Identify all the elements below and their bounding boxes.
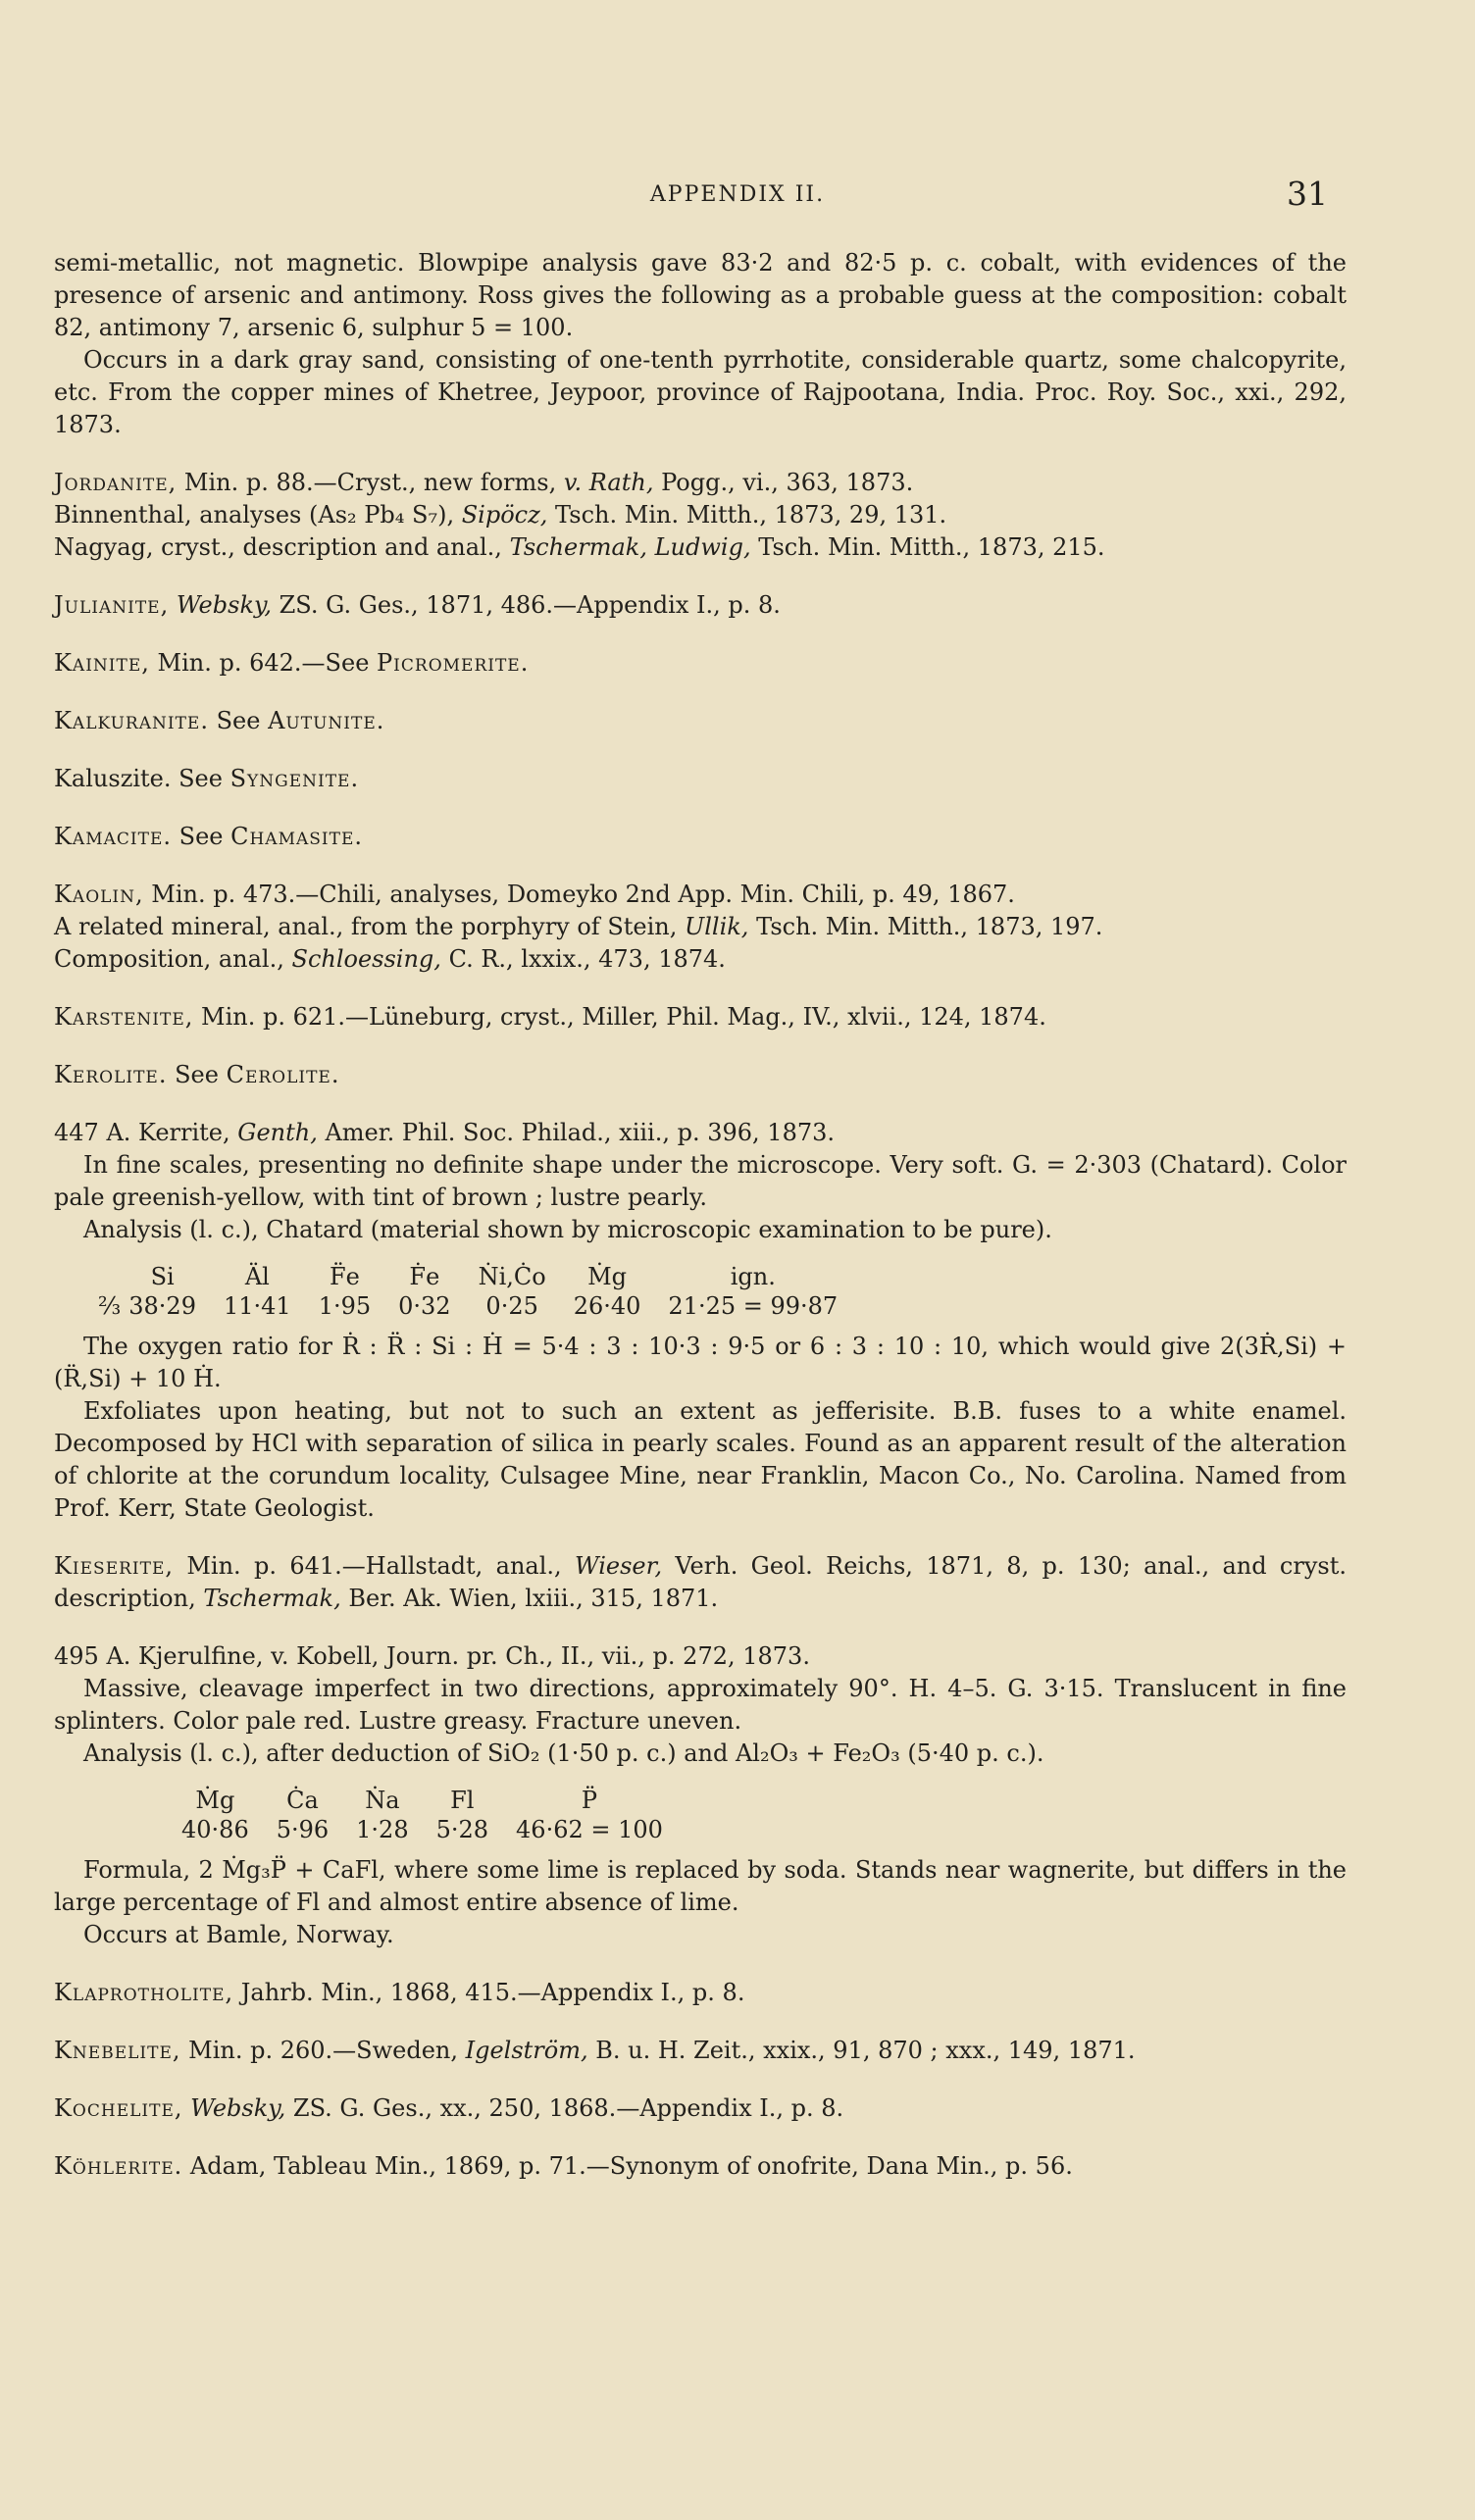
mineral-name: Karstenite, [54,1003,194,1031]
paragraph: Analysis (l. c.), Chatard (material shown by microscopic examination to be pure). [83,1216,1052,1243]
mineral-name: Kaluszite. [54,765,172,792]
text: Min. p. 473.—Chili, analyses, Domeyko 2nd App. Min. Chili, p. 49, 1867. [143,881,1015,908]
analysis-header: Ṅi,Ċo [478,1263,546,1290]
analysis-value: 5·96 [276,1816,330,1843]
entry-kerrite [54,1117,1347,1525]
entry-jordanite [54,467,1347,564]
analysis-value-row [181,1815,690,1844]
text: C. R., lxxix., 473, 1874. [440,945,726,973]
entry-kieserite [54,1550,1347,1615]
entry-kamacite [54,821,1347,853]
mineral-name: Knebelite, [54,2037,181,2064]
cross-reference: Picromerite. [377,649,530,677]
analysis-value: 21·25 = 99·87 [668,1292,839,1320]
entry-line [54,943,1347,976]
text: Tsch. Min. Mitth., 1873, 197. [748,913,1103,940]
mineral-name: Kalkuranite. [54,707,209,734]
entry-kaluszite [54,763,1347,795]
entry-line [54,1059,1347,1091]
mineral-name: Kamacite. [54,823,172,850]
paragraph: Occurs at Bamle, Norway. [83,1921,394,1948]
mineral-name: Klaprotholite, [54,1979,234,2006]
mineral-name: Kaolin, [54,881,144,908]
mineral-name: Kainite, [54,649,150,677]
mineral-name: Julianite, [54,591,170,619]
entry-kochelite [54,2092,1347,2125]
text: See [171,765,230,792]
analysis-value: 0·25 [485,1292,538,1320]
paragraph: Occurs in a dark gray sand, consisting of one-tenth pyrrhotite, considerable quartz, some chalcopyrite, etc. From the copper mines of Khetree, Jeypoor, province of Rajpootana, India. Proc. Roy. Soc., xxi., 292, 1873. [54,346,1347,438]
page-number: 31 [1287,175,1328,213]
text: Composition, anal., [54,945,292,973]
entry-number: 447 A. [54,1119,131,1146]
entry-line [54,1640,1347,1673]
text: B. u. H. Zeit., xxix., 91, 870 ; xxx., 149, 1871. [587,2037,1136,2064]
entry-line [54,763,1347,795]
entry-line [54,1117,1347,1149]
cross-reference: Autunite. [268,707,385,734]
text: Pogg., vi., 363, 1873. [653,469,914,496]
text: Adam, Tableau Min., 1869, p. 71.—Synonym of onofrite, Dana Min., p. 56. [182,2152,1073,2180]
text: Min. p. 260.—Sweden, [180,2037,466,2064]
entry-number: 495 A. [54,1642,131,1670]
analysis-header: Si [150,1263,175,1290]
text: Min. p. 642.—See [149,649,378,677]
paragraph: semi-metallic, not magnetic. Blowpipe analysis gave 83·2 and 82·5 p. c. cobalt, with evidences of the presence of arsenic and antimony. Ross gives the following as a probable guess at the composition: cobalt 82, antimony 7, arsenic 6, sulphur 5 = 100. [54,249,1347,341]
paragraph: The oxygen ratio for Ṙ : R̈ : Si : Ḣ = 5·4 : 3 : 10·3 : 9·5 or 6 : 3 : 10 : 10, which would give 2(3Ṙ,Si) + (R̈,Si) + 10 Ḣ. [54,1333,1347,1392]
author: Sipöcz, [461,501,548,529]
entry-line [54,2150,1347,2183]
entry-karstenite [54,1001,1347,1033]
text: Verh. Geol. Reichs, 1871, 8, p. 130; anal., and cryst. description, [54,1552,1347,1612]
entry-line [54,1001,1347,1033]
analysis-value: 1·28 [356,1816,409,1843]
analysis-header: Fl [450,1787,475,1814]
analysis-table [181,1786,690,1844]
author: Tschermak, [203,1585,341,1612]
entry-line [54,911,1347,943]
paragraph: In fine scales, presenting no definite shape under the microscope. Very soft. G. = 2·303 (Chatard). Color pale greenish-yellow, with tint of brown ; lustre pearly. [54,1151,1347,1211]
text: Nagyag, cryst., description and anal., [54,533,510,561]
mineral-name: Kieserite, [54,1552,175,1580]
analysis-value: 38·29 [128,1292,196,1320]
entry-kaolin [54,879,1347,976]
paragraph: Analysis (l. c.), after deduction of SiO₂ (1·50 p. c.) and Al₂O₃ + Fe₂O₃ (5·40 p. c.). [83,1739,1044,1767]
text: A related mineral, anal., from the porphyry of Stein, [54,913,685,940]
entry-knebelite [54,2035,1347,2067]
text: See [172,823,231,850]
entry-kerolite [54,1059,1347,1091]
analysis-header: Ṁg [195,1787,235,1814]
text: Ber. Ak. Wien, lxiii., 315, 1871. [340,1585,719,1612]
mineral-name: Kochelite, [54,2094,183,2122]
table-cell [98,1262,128,1291]
author: Wieser, [574,1552,663,1580]
analysis-header: ign. [730,1263,776,1290]
paragraph: Massive, cleavage imperfect in two directions, approximately 90°. H. 4–5. G. 3·15. Translucent in fine splinters. Color pale red. Lustre greasy. Fracture uneven. [54,1675,1347,1735]
mineral-name: Köhlerite. [54,2152,183,2180]
entry-line [54,821,1347,853]
entry-continued [54,247,1347,441]
entry-line [54,1550,1347,1615]
analysis-value: 26·40 [573,1292,641,1320]
entry-line [54,589,1347,622]
text: ZS. G. Ges., xx., 250, 1868.—Appendix I., p. 8. [285,2094,844,2122]
analysis-header: Ṁg [587,1263,628,1290]
analysis-header: Äl [244,1263,270,1290]
analysis-header-row [98,1262,865,1291]
analysis-header: Ċa [286,1787,319,1814]
entry-kalkuranite [54,705,1347,737]
entry-klaprotholite [54,1977,1347,2009]
text: Min. p. 88.—Cryst., new forms, [177,469,564,496]
text: v. Kobell, Journ. pr. Ch., II., vii., p. 272, 1873. [263,1642,810,1670]
author: v. Rath, [563,469,654,496]
analysis-header: Ṅa [365,1787,400,1814]
analysis-value: 5·28 [435,1816,489,1843]
analysis-value: 11·41 [223,1292,291,1320]
cross-reference: Cerolite. [226,1061,340,1088]
cross-reference: Chamasite. [230,823,363,850]
author: Websky, [190,2094,286,2122]
entry-kainite [54,647,1347,680]
mineral-name: Kerolite. [54,1061,168,1088]
analysis-header: F̈e [329,1263,360,1290]
entry-line [54,1977,1347,2009]
entry-line [54,499,1347,531]
author: Tschermak, Ludwig, [509,533,751,561]
text: Amer. Phil. Soc. Philad., xiii., p. 396, 1873. [317,1119,836,1146]
cross-reference: Syngenite. [229,765,360,792]
text: Tsch. Min. Mitth., 1873, 215. [750,533,1105,561]
analysis-value-row [98,1291,865,1321]
text: ZS. G. Ges., 1871, 486.—Appendix I., p. 8. [271,591,781,619]
text: Min. p. 641.—Hallstadt, anal., [174,1552,575,1580]
analysis-lead: ⅔ [98,1292,122,1320]
author: Websky, [176,591,272,619]
analysis-header: Ḟe [409,1263,440,1290]
entry-line [54,467,1347,499]
text: See [208,707,269,734]
text: Min. p. 621.—Lüneburg, cryst., Miller, Phil. Mag., IV., xlvii., 124, 1874. [193,1003,1046,1031]
entry-line [54,705,1347,737]
entry-line [54,531,1347,564]
analysis-header-row [181,1786,690,1815]
mineral-name: Kerrite, [130,1119,230,1146]
analysis-value: 0·32 [398,1292,451,1320]
paragraph: Formula, 2 Ṁg₃P̈ + CaFl, where some lime is replaced by soda. Stands near wagnerite, but differs in the large percentage of Fl and almost entire absence of lime. [54,1856,1347,1916]
text: See [167,1061,227,1088]
author: Ullik, [685,913,749,940]
entry-kohlerite [54,2150,1347,2183]
entry-line [54,879,1347,911]
analysis-table [98,1262,865,1321]
text: Jahrb. Min., 1868, 415.—Appendix I., p. 8. [233,1979,745,2006]
entry-kjerulfine [54,1640,1347,1951]
author: Schloessing, [291,945,441,973]
entry-julianite [54,589,1347,622]
page-body [54,247,1347,2183]
entry-line [54,2035,1347,2067]
author: Genth, [237,1119,318,1146]
paragraph: Exfoliates upon heating, but not to such an extent as jefferisite. B.B. fuses to a white enamel. Decomposed by HCl with separation of silica in pearly scales. Found as an apparent result of the alteration of chlorite at the corundum locality, Culsagee Mine, near Franklin, Macon Co., No. Carolina. Named from Prof. Kerr, State Geologist. [54,1397,1347,1522]
text: Binnenthal, analyses (As₂ Pb₄ S₇), [54,501,462,529]
analysis-value: 40·86 [181,1816,249,1843]
mineral-name: Jordanite, [54,469,178,496]
mineral-name: Kjerulfine, [130,1642,264,1670]
analysis-value: 46·62 = 100 [516,1816,663,1843]
analysis-header: P̈ [581,1787,598,1814]
running-title: APPENDIX II. [649,182,826,207]
author: Igelström, [465,2037,588,2064]
page-header [0,175,1475,214]
entry-line [54,647,1347,680]
analysis-value: 1·95 [318,1292,372,1320]
entry-line [54,2092,1347,2125]
text: Tsch. Min. Mitth., 1873, 29, 131. [547,501,947,529]
